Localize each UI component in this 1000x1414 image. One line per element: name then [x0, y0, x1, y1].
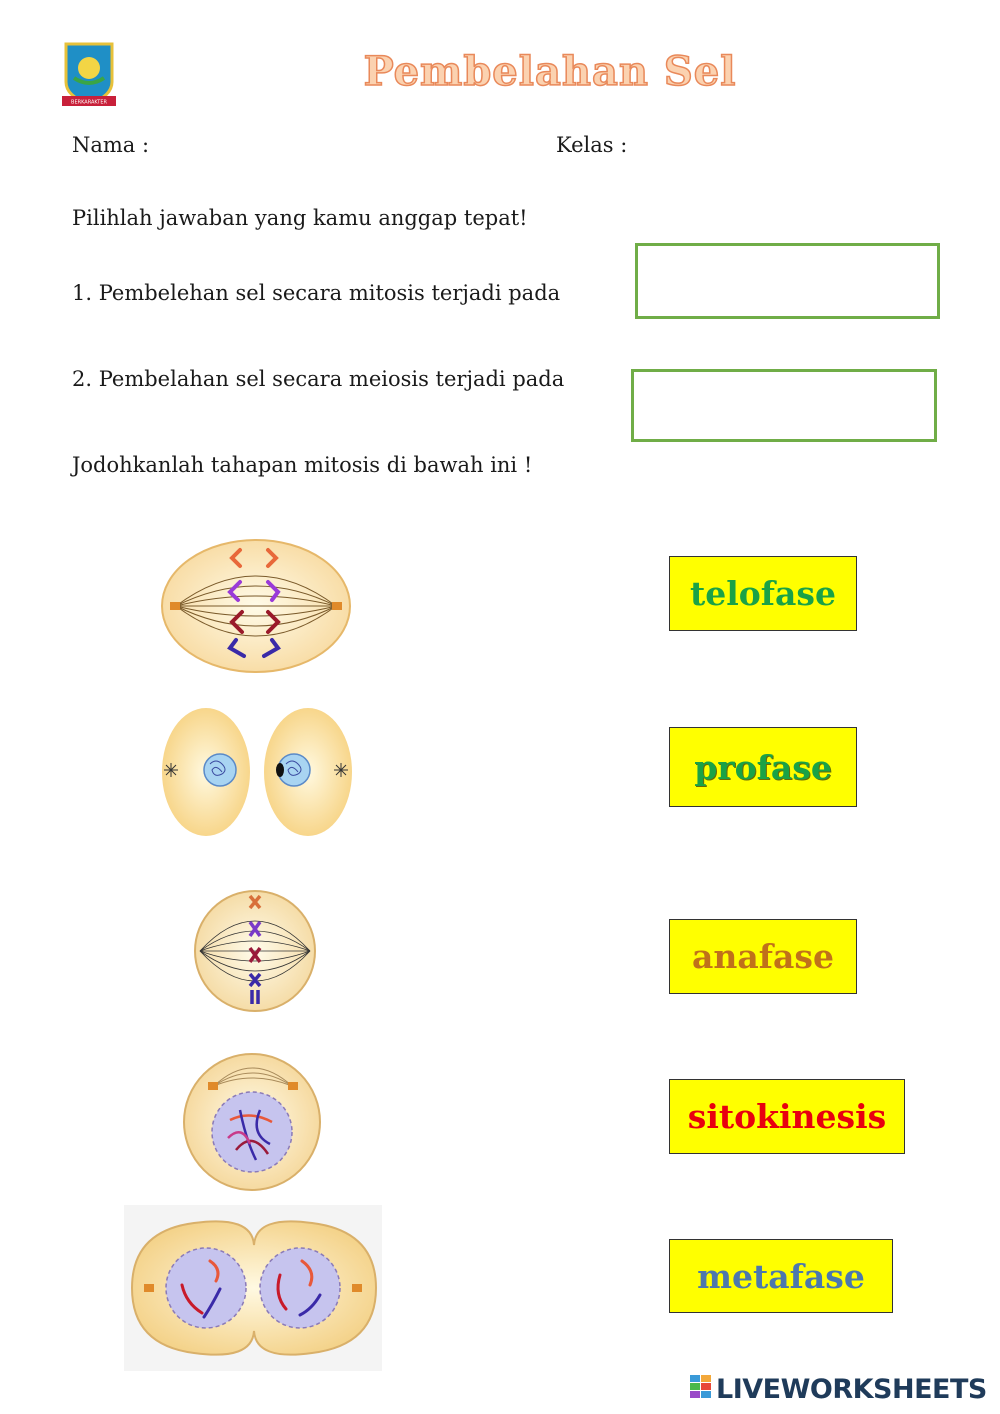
instruction-match: Jodohkanlah tahapan mitosis di bawah ini ! [72, 453, 533, 477]
telophase-cell-image[interactable] [124, 1205, 382, 1371]
liveworksheets-brand [690, 1372, 990, 1406]
logo-text: BERKARAKTER [71, 99, 107, 106]
anaphase-cell-image[interactable] [158, 536, 354, 676]
label-profase[interactable]: profase [669, 727, 857, 807]
label-metafase[interactable]: metafase [669, 1239, 893, 1313]
liveworksheets-logo-icon [690, 1375, 712, 1403]
page-title: Pembelahan Sel [363, 48, 737, 95]
question-2: 2. Pembelahan sel secara meiosis terjadi pada [72, 367, 565, 391]
answer-box-2[interactable] [631, 369, 937, 442]
footer-brand-text: LIVEWORKSHEETS [716, 1373, 987, 1405]
kelas-label: Kelas : [556, 133, 628, 157]
instruction-choose: Pilihlah jawaban yang kamu anggap tepat! [72, 206, 528, 230]
prophase-cell-image[interactable] [180, 1050, 324, 1194]
nama-label: Nama : [72, 133, 150, 157]
metaphase-cell-image[interactable] [190, 886, 320, 1016]
label-telofase[interactable]: telofase [669, 556, 857, 631]
label-anafase[interactable]: anafase [669, 919, 857, 994]
question-1: 1. Pembelehan sel secara mitosis terjadi pada [72, 281, 561, 305]
label-sitokinesis[interactable]: sitokinesis [669, 1079, 905, 1154]
two-daughter-cells-image[interactable] [158, 704, 354, 840]
school-logo [60, 38, 118, 110]
answer-box-1[interactable] [635, 243, 940, 319]
